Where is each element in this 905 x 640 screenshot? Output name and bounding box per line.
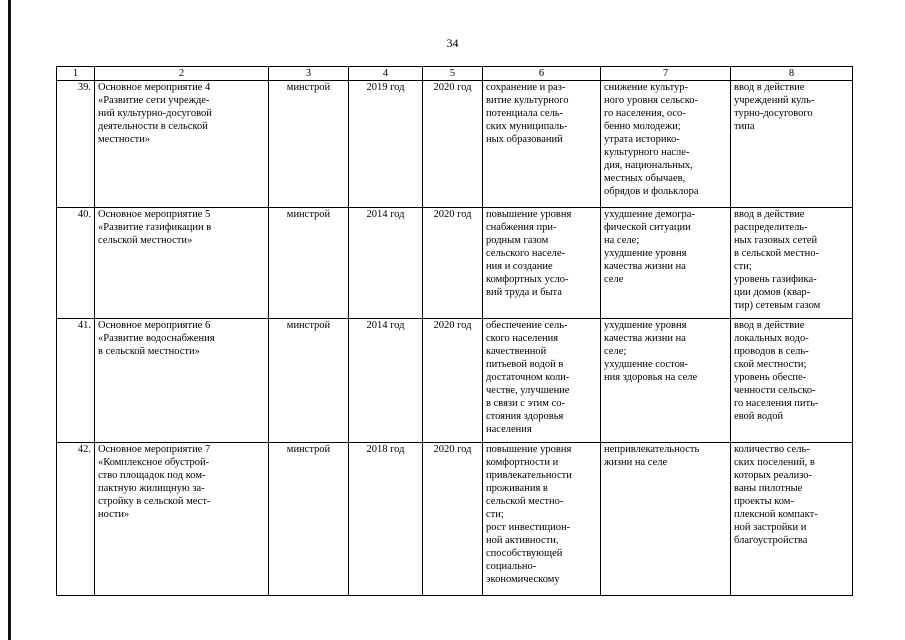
cell-line: родным газом <box>486 235 549 246</box>
cell-line: способствующей <box>486 548 563 559</box>
cell-line: ния здоровья на селе <box>604 372 698 383</box>
cell-line: социально- <box>486 561 537 572</box>
cell-line: непривлекательность <box>604 444 700 455</box>
table-body <box>57 67 853 596</box>
measure-name-cell <box>95 443 269 596</box>
cell-line: сельской местности» <box>98 235 193 246</box>
cell-line: качества жизни на <box>604 261 686 272</box>
cell-line: ввод в действие <box>734 320 805 331</box>
consequences-cell <box>601 443 731 596</box>
cell-line: экономическому <box>486 574 560 585</box>
cell-line: ухудшение уровня <box>604 248 687 259</box>
end-year-cell: 2020 год <box>423 319 483 443</box>
executor-cell: минстрой <box>269 208 349 319</box>
cell-line: ности» <box>98 509 130 520</box>
cell-line: Основное мероприятие 7 <box>98 444 211 455</box>
cell-line: ных газовых сетей <box>734 235 818 246</box>
table-header-row <box>57 67 853 81</box>
consequences-cell <box>601 81 731 208</box>
cell-line: питьевой водой в <box>486 359 564 370</box>
executor-cell: минстрой <box>269 443 349 596</box>
cell-line: ство площадок под ком- <box>98 470 206 481</box>
cell-line: обеспечение сель- <box>486 320 568 331</box>
cell-line: пактную жилищную за- <box>98 483 205 494</box>
table-row <box>57 443 853 596</box>
cell-line: ской местности; <box>734 359 807 370</box>
cell-line: ных образований <box>486 134 563 145</box>
cell-line: ских поселений, в <box>734 457 815 468</box>
table-row <box>57 81 853 208</box>
table-row <box>57 208 853 319</box>
cell-line: качества жизни на <box>604 333 686 344</box>
cell-line: деятельности в сельской <box>98 121 208 132</box>
measures-table <box>56 66 853 596</box>
cell-line: евой водой <box>734 411 784 422</box>
cell-line: ной активности, <box>486 535 559 546</box>
cell-line: ских муниципаль- <box>486 121 568 132</box>
header-cell: 5 <box>423 67 483 81</box>
cell-line: уровень обеспе- <box>734 372 807 383</box>
cell-line: проекты ком- <box>734 496 794 507</box>
cell-line: сохранение и раз- <box>486 82 566 93</box>
expected-result-cell <box>483 208 601 319</box>
cell-line: ухудшение демогра- <box>604 209 695 220</box>
cell-line: обрядов и фольклора <box>604 186 699 197</box>
cell-line: потенциала сель- <box>486 108 564 119</box>
table-row <box>57 319 853 443</box>
end-year-cell: 2020 год <box>423 443 483 596</box>
cell-line: «Комплексное обустрой- <box>98 457 210 468</box>
cell-line: сти; <box>734 261 752 272</box>
cell-line: снижение культур- <box>604 82 689 93</box>
cell-line: ввод в действие <box>734 209 805 220</box>
cell-line: локальных водо- <box>734 333 809 344</box>
cell-line: которых реализо- <box>734 470 813 481</box>
page-number: 34 <box>446 36 459 50</box>
cell-line: Основное мероприятие 4 <box>98 82 211 93</box>
end-year-cell: 2020 год <box>423 208 483 319</box>
cell-line: витие культурного <box>486 95 569 106</box>
expected-result-cell <box>483 319 601 443</box>
cell-line: ухудшение состоя- <box>604 359 688 370</box>
cell-line: в сельской местности» <box>98 346 200 357</box>
cell-line: в связи с этим со- <box>486 398 565 409</box>
header-cell: 2 <box>95 67 269 81</box>
cell-line: культурного насле- <box>604 147 690 158</box>
cell-line: качественной <box>486 346 547 357</box>
header-cell: 7 <box>601 67 731 81</box>
start-year-cell: 2019 год <box>349 81 423 208</box>
cell-line: турно-досугового <box>734 108 813 119</box>
cell-line: жизни на селе <box>604 457 668 468</box>
end-year-cell: 2020 год <box>423 81 483 208</box>
cell-line: стройку в сельской мест- <box>98 496 211 507</box>
cell-line: «Развитие газификации в <box>98 222 212 233</box>
consequences-cell <box>601 208 731 319</box>
cell-line: проводов в сель- <box>734 346 809 357</box>
cell-line: населения <box>486 424 532 435</box>
cell-line: благоустройства <box>734 535 808 546</box>
expected-result-cell <box>483 443 601 596</box>
cell-line: ухудшение уровня <box>604 320 687 331</box>
cell-line: «Развитие водоснабжения <box>98 333 215 344</box>
cell-line: проживания в <box>486 483 548 494</box>
cell-line: типа <box>734 121 755 132</box>
cell-line: фической ситуации <box>604 222 691 233</box>
header-cell: 4 <box>349 67 423 81</box>
cell-line: достаточном коли- <box>486 372 570 383</box>
cell-line: стояния здоровья <box>486 411 564 422</box>
cell-line: честве, улучшение <box>486 385 570 396</box>
cell-line: ского населения <box>486 333 559 344</box>
cell-line: бенно молодежи; <box>604 121 681 132</box>
measure-name-cell <box>95 319 269 443</box>
cell-line: селе <box>604 274 624 285</box>
header-cell: 6 <box>483 67 601 81</box>
cell-line: на селе; <box>604 235 640 246</box>
cell-line: ченности сельско- <box>734 385 816 396</box>
cell-line: привлекательности <box>486 470 572 481</box>
header-cell: 3 <box>269 67 349 81</box>
cell-line: комфортности и <box>486 457 559 468</box>
start-year-cell: 2018 год <box>349 443 423 596</box>
cell-line: Основное мероприятие 5 <box>98 209 211 220</box>
cell-line: местных обычаев, <box>604 173 686 184</box>
cell-line: снабжения при- <box>486 222 557 233</box>
binding-edge <box>8 0 11 640</box>
cell-line: в сельской местно- <box>734 248 819 259</box>
cell-line: Основное мероприятие 6 <box>98 320 211 331</box>
cell-line: рост инвестицион- <box>486 522 571 533</box>
cell-line: утрата историко- <box>604 134 680 145</box>
indicators-cell <box>731 319 853 443</box>
cell-line: распределитель- <box>734 222 808 233</box>
cell-line: вий труда и быта <box>486 287 562 298</box>
cell-line: го населения, осо- <box>604 108 686 119</box>
indicators-cell <box>731 81 853 208</box>
measure-name-cell <box>95 208 269 319</box>
cell-line: тир) сетевым газом <box>734 300 821 311</box>
cell-line: повышение уровня <box>486 444 572 455</box>
cell-line: селе; <box>604 346 627 357</box>
cell-line: ваны пилотные <box>734 483 803 494</box>
row-number-cell: 41. <box>57 319 95 443</box>
cell-line: количество сель- <box>734 444 810 455</box>
cell-line: го населения пить- <box>734 398 819 409</box>
cell-line: ного уровня сельско- <box>604 95 699 106</box>
start-year-cell: 2014 год <box>349 208 423 319</box>
header-cell: 8 <box>731 67 853 81</box>
cell-line: сти; <box>486 509 504 520</box>
cell-line: учреждений куль- <box>734 95 815 106</box>
executor-cell: минстрой <box>269 81 349 208</box>
measure-name-cell <box>95 81 269 208</box>
cell-line: сельской местно- <box>486 496 564 507</box>
cell-line: местности» <box>98 134 151 145</box>
cell-line: повышение уровня <box>486 209 572 220</box>
cell-line: комфортных усло- <box>486 274 569 285</box>
cell-line: ной застройки и <box>734 522 807 533</box>
indicators-cell <box>731 208 853 319</box>
cell-line: сельского населе- <box>486 248 566 259</box>
row-number-cell: 39. <box>57 81 95 208</box>
executor-cell: минстрой <box>269 319 349 443</box>
start-year-cell: 2014 год <box>349 319 423 443</box>
header-cell: 1 <box>57 67 95 81</box>
expected-result-cell <box>483 81 601 208</box>
cell-line: дия, национальных, <box>604 160 693 171</box>
row-number-cell: 42. <box>57 443 95 596</box>
cell-line: ввод в действие <box>734 82 805 93</box>
cell-line: ний культурно-досуговой <box>98 108 212 119</box>
cell-line: плексной компакт- <box>734 509 818 520</box>
consequences-cell <box>601 319 731 443</box>
indicators-cell <box>731 443 853 596</box>
cell-line: ния и создание <box>486 261 553 272</box>
row-number-cell: 40. <box>57 208 95 319</box>
cell-line: уровень газифика- <box>734 274 817 285</box>
cell-line: «Развитие сети учрежде- <box>98 95 210 106</box>
cell-line: ции домов (квар- <box>734 287 811 298</box>
